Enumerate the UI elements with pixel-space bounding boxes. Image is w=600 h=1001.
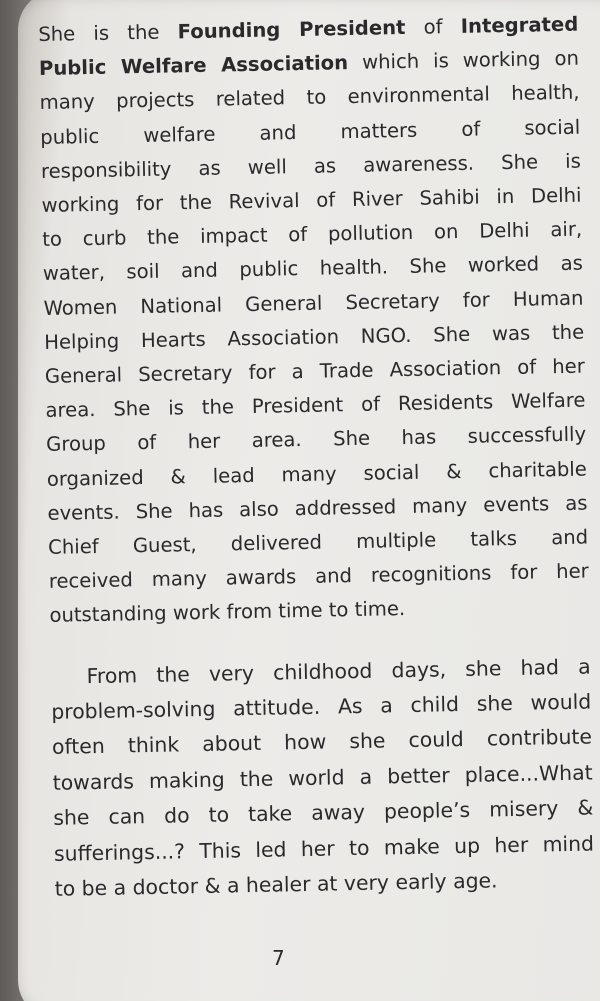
text-line: many projects related to environmental health,	[39, 81, 580, 115]
text-line: sufferings...? This led her to make up her mind	[53, 831, 595, 866]
bold-text: Public Welfare Association	[38, 51, 349, 81]
text-run: She is the	[38, 20, 178, 46]
text-line: Chief Guest, delivered multiple talks and	[47, 525, 589, 559]
text-line: organized & lead many social & charitable	[46, 457, 587, 491]
text-line: received many awards and recognitions for her	[48, 559, 589, 594]
paragraph-2	[50, 649, 595, 907]
text-line: to curb the impact of pollution on Delhi air,	[42, 217, 583, 252]
text-run: which is working on	[347, 46, 580, 75]
bold-text: Integrated	[460, 12, 579, 38]
bold-text: Founding President	[177, 15, 406, 44]
page-number: 7	[272, 946, 285, 970]
text-line: Group of her area. She has successfully	[45, 422, 587, 457]
text-line: Women National General Secretary for Human	[43, 286, 584, 320]
text-run: of	[405, 14, 461, 39]
text-line: water, soil and public health. She worked as	[42, 252, 584, 286]
text-line: responsibility as well as awareness. She is	[40, 149, 582, 183]
text-line: events. She has also addressed many events as	[47, 491, 588, 525]
text-line: outstanding work from time to time.	[49, 597, 406, 628]
text-line: often think about how she could contribute	[51, 724, 593, 760]
text-line: area. She is the President of Residents Welfare	[45, 388, 586, 423]
text-line: public welfare and matters of social	[40, 115, 581, 149]
page-text	[38, 8, 595, 908]
text-line: Helping Hearts Association NGO. She was the	[44, 320, 585, 354]
paragraph-1	[38, 8, 590, 634]
text-line: to be a doctor & a healer at very early age.	[54, 868, 498, 901]
text-line: she can do to take away people’s misery &	[53, 795, 594, 831]
text-line: problem-solving attitude. As a child she would	[51, 689, 592, 724]
text-line: working for the Revival of River Sahibi in Delhi	[41, 183, 582, 217]
text-line: General Secretary for a Trade Association of her	[44, 354, 586, 388]
text-line: From the very childhood days, she had a	[86, 654, 591, 688]
text-line: towards making the world a better place...What	[52, 760, 593, 795]
